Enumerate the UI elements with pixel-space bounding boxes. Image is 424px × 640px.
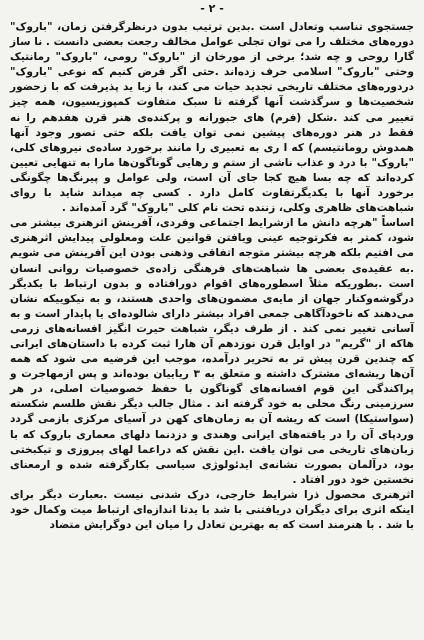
- paragraph-2: اساساً "هرچه دانش ما ازشرایط اجتماعی وفردی، آفرینش اثرهنری بیشتر می شود، کمتر به فکرتوجیه عینی ویافتن قوانین علت ومعلولی پیدایش اثرهنری می افتیم بلکه هرچه بیشتر متوجه اتفاقی وذهنی بودن این آفرینش می شویم .به عقیده‌ی بعضی ها شباهت‌های فرهنگی زاده‌ی خصوصیات روانی انسان است .بطوریکه مثلاً اسطوره‌های اقوام دورافتاده و بدون ارتباط با یکدیگر درگوشه‌وکنار جهان از مایه‌ی مضمون‌های واحدی هستند، و به نیکوییکه نشان می‌دهند که ناخودآگاهی جمعی افراد بیشتر دارای شالوده‌ای یا پایدار است و به آسانی تغییر نمی کند . از طرف دیگر، شباهت حیرت انگیز افسانه‌های زرمی هاکه از "گریم" در اوایل قرن نوزدهم آن هارا ثبت کرده با داستان‌های ایرانی که چندین قرن پیش تر به تحریر درآمده، موجب این فرضیه می شود که همه آن‌ها ریشه‌ای مشترک داشته و متعلق به ۳ ریاییان بوده‌اند و پس ازمهاجرت و پراکندگی این قوم افسانه‌های گوناگون با حفظ خصوصیات اصلی، در هر سرزمینی رنگ محلی به خود گرفته اند . مثال جالب دیگر نقش طلسم شکسته (سواستیکا) است که ریشه آن به زمان‌های کهن در آسیای مرکزی بازمی گردد وردپای آن را در یافته‌های ایرانی وهندی و دزدنما دلهای معماری باروک که با زبان‌های تاریخی می توان یافت .این نقش که دراعما لهای پیروزی و تیکبختی بود، درآلمان بصورت نشانه‌ی ایدئولوژی سیاسی بکارگرفته شده و ارمعنای نخستین خود دور افتاد .: [10, 217, 414, 486]
- paragraph-3: اثرهنری محصول ذرا شرایط خارجی، درک شدنی نیست .بعبارت دیگر برای اینکه اثری برای دیگران دریافتنی با شد با یدتا اندازه‌ای ارتباط میت وکمال خود با شد . با هنرمند است که به بهترین تعادل را میان این دوگرایش متضاد: [10, 488, 414, 532]
- paragraph-1: جستجوی تناسب وتعادل است .بدین ترتیب بدون درنظرگرفتن زمان، "باروک" دوره‌های مختلف را می توان تجلی عوامل مخالف رجعت بعضی دانست . نا ساز گارا روحی و چه شد؛ برخی از مورخان از "باروک" رومی، "باروک" رمانتیک وحتی "باروک" اسلامی حرف زده‌اند .حتی اگر فرض کنیم که نوعی "باروک" دردوره‌های مختلف تاریخی تجدید حیات می کند، با زبا ید پذیرفت که با زحضور شخصیت‌ها و سرگذشت آنها گرفته تا سبک متفاوت کمپوزیسیون، همه چیز تغییر می کند .شکل (فرم) های جبورانه و پرکنده‌ی هنر قرن هفدهم را نه فقط در هنر دوره‌های پیشین نمی توان یافت بلکه حتی تصور وجود آنها همدوش رومانتیسم) که ا ری به تعبیری را مانند برخورد ساده‌ی نیروهای کلی، "باروک" با درد و عذاب ناشی از ستم و رهایی گوناگون‌ها مارا به تنهایی تعیین کرده‌اند که چه بسا هیچ کجا جای آن است، ولی عوامل و پیرنگ‌ها چگونگی برخورد آنها با یکدیگرتفاوت کامل دارد . کسی چه میداند شاید با روای شباهت‌های ظاهری وکلی، زننده تحت نام کلی "باروک" گرد آمده‌اند .: [10, 21, 414, 215]
- page-number: - ۲ -: [200, 2, 224, 15]
- body-text: [10, 20, 414, 533]
